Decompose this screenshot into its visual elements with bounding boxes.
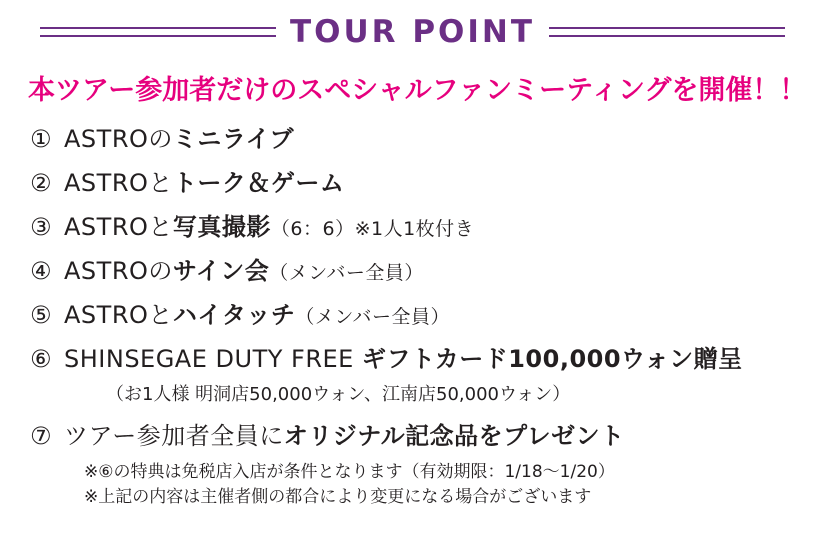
list-item-normal: ASTROと <box>64 169 173 197</box>
list-item-number: ④ <box>30 257 52 285</box>
footnote-line: ※⑥の特典は免税店入店が条件となります（有効期限：1/18〜1/20） <box>84 462 615 482</box>
footnote-line: ※上記の内容は主催者側の都合により変更になる場合がございます <box>84 486 592 507</box>
list-item-text <box>64 416 625 451</box>
header-rule-left <box>40 27 276 37</box>
list-item-number: ① <box>30 125 52 153</box>
list-item-normal: ASTROの <box>64 257 173 285</box>
list-item <box>30 295 825 330</box>
list-item-small: （メンバー全員） <box>269 262 424 284</box>
list-item-bold: ハイタッチ <box>172 301 296 329</box>
gift-card-subnote: （お1人様 明洞店50,000ウォン、江南店50,000ウォン） <box>106 384 571 405</box>
list-item-bold: 写真撮影 <box>172 213 271 241</box>
header-rule-right <box>549 27 785 37</box>
list-item-bold: サイン会 <box>172 257 270 285</box>
header <box>0 0 825 50</box>
list-item-text <box>64 207 474 242</box>
list-item-normal: ASTROの <box>64 125 173 153</box>
lead-text: 本ツアー参加者だけのスペシャルファンミーティングを開催！！ <box>28 75 807 106</box>
list-item <box>30 119 825 154</box>
list-item-text <box>64 251 424 286</box>
list-item-number: ⑦ <box>30 422 52 450</box>
list-item-small: （メンバー全員） <box>295 306 451 328</box>
list-item-bold: ギフトカード100,000ウォン贈呈 <box>361 345 743 373</box>
list-item <box>30 416 825 451</box>
list-item <box>30 339 825 374</box>
list-item-normal: ASTROと <box>64 301 173 329</box>
list-item-normal: ASTROと <box>64 213 173 241</box>
page-title: TOUR POINT <box>289 14 536 50</box>
list-item-small: （6：6）※1人1枚付き <box>270 218 475 240</box>
list-item-number: ⑥ <box>30 345 52 373</box>
list-item-text <box>64 119 294 154</box>
footnotes <box>84 460 825 509</box>
list-item <box>30 251 825 286</box>
list-item <box>30 207 825 242</box>
list-item-text <box>64 295 450 330</box>
benefit-list <box>0 119 825 451</box>
list-item-bold: オリジナル記念品をプレゼント <box>283 422 625 450</box>
list-item-number: ② <box>30 169 52 197</box>
list-item-bold: トーク＆ゲーム <box>172 169 345 197</box>
list-item-bold: ミニライブ <box>172 125 294 153</box>
list-item-normal: SHINSEGAE DUTY FREE <box>64 345 362 373</box>
list-item <box>30 163 825 198</box>
list-item-text <box>64 339 743 374</box>
list-item-number: ③ <box>30 213 52 241</box>
list-item-normal: ツアー参加者全員に <box>64 422 284 450</box>
list-item-number: ⑤ <box>30 301 52 329</box>
list-item-text <box>64 163 344 198</box>
